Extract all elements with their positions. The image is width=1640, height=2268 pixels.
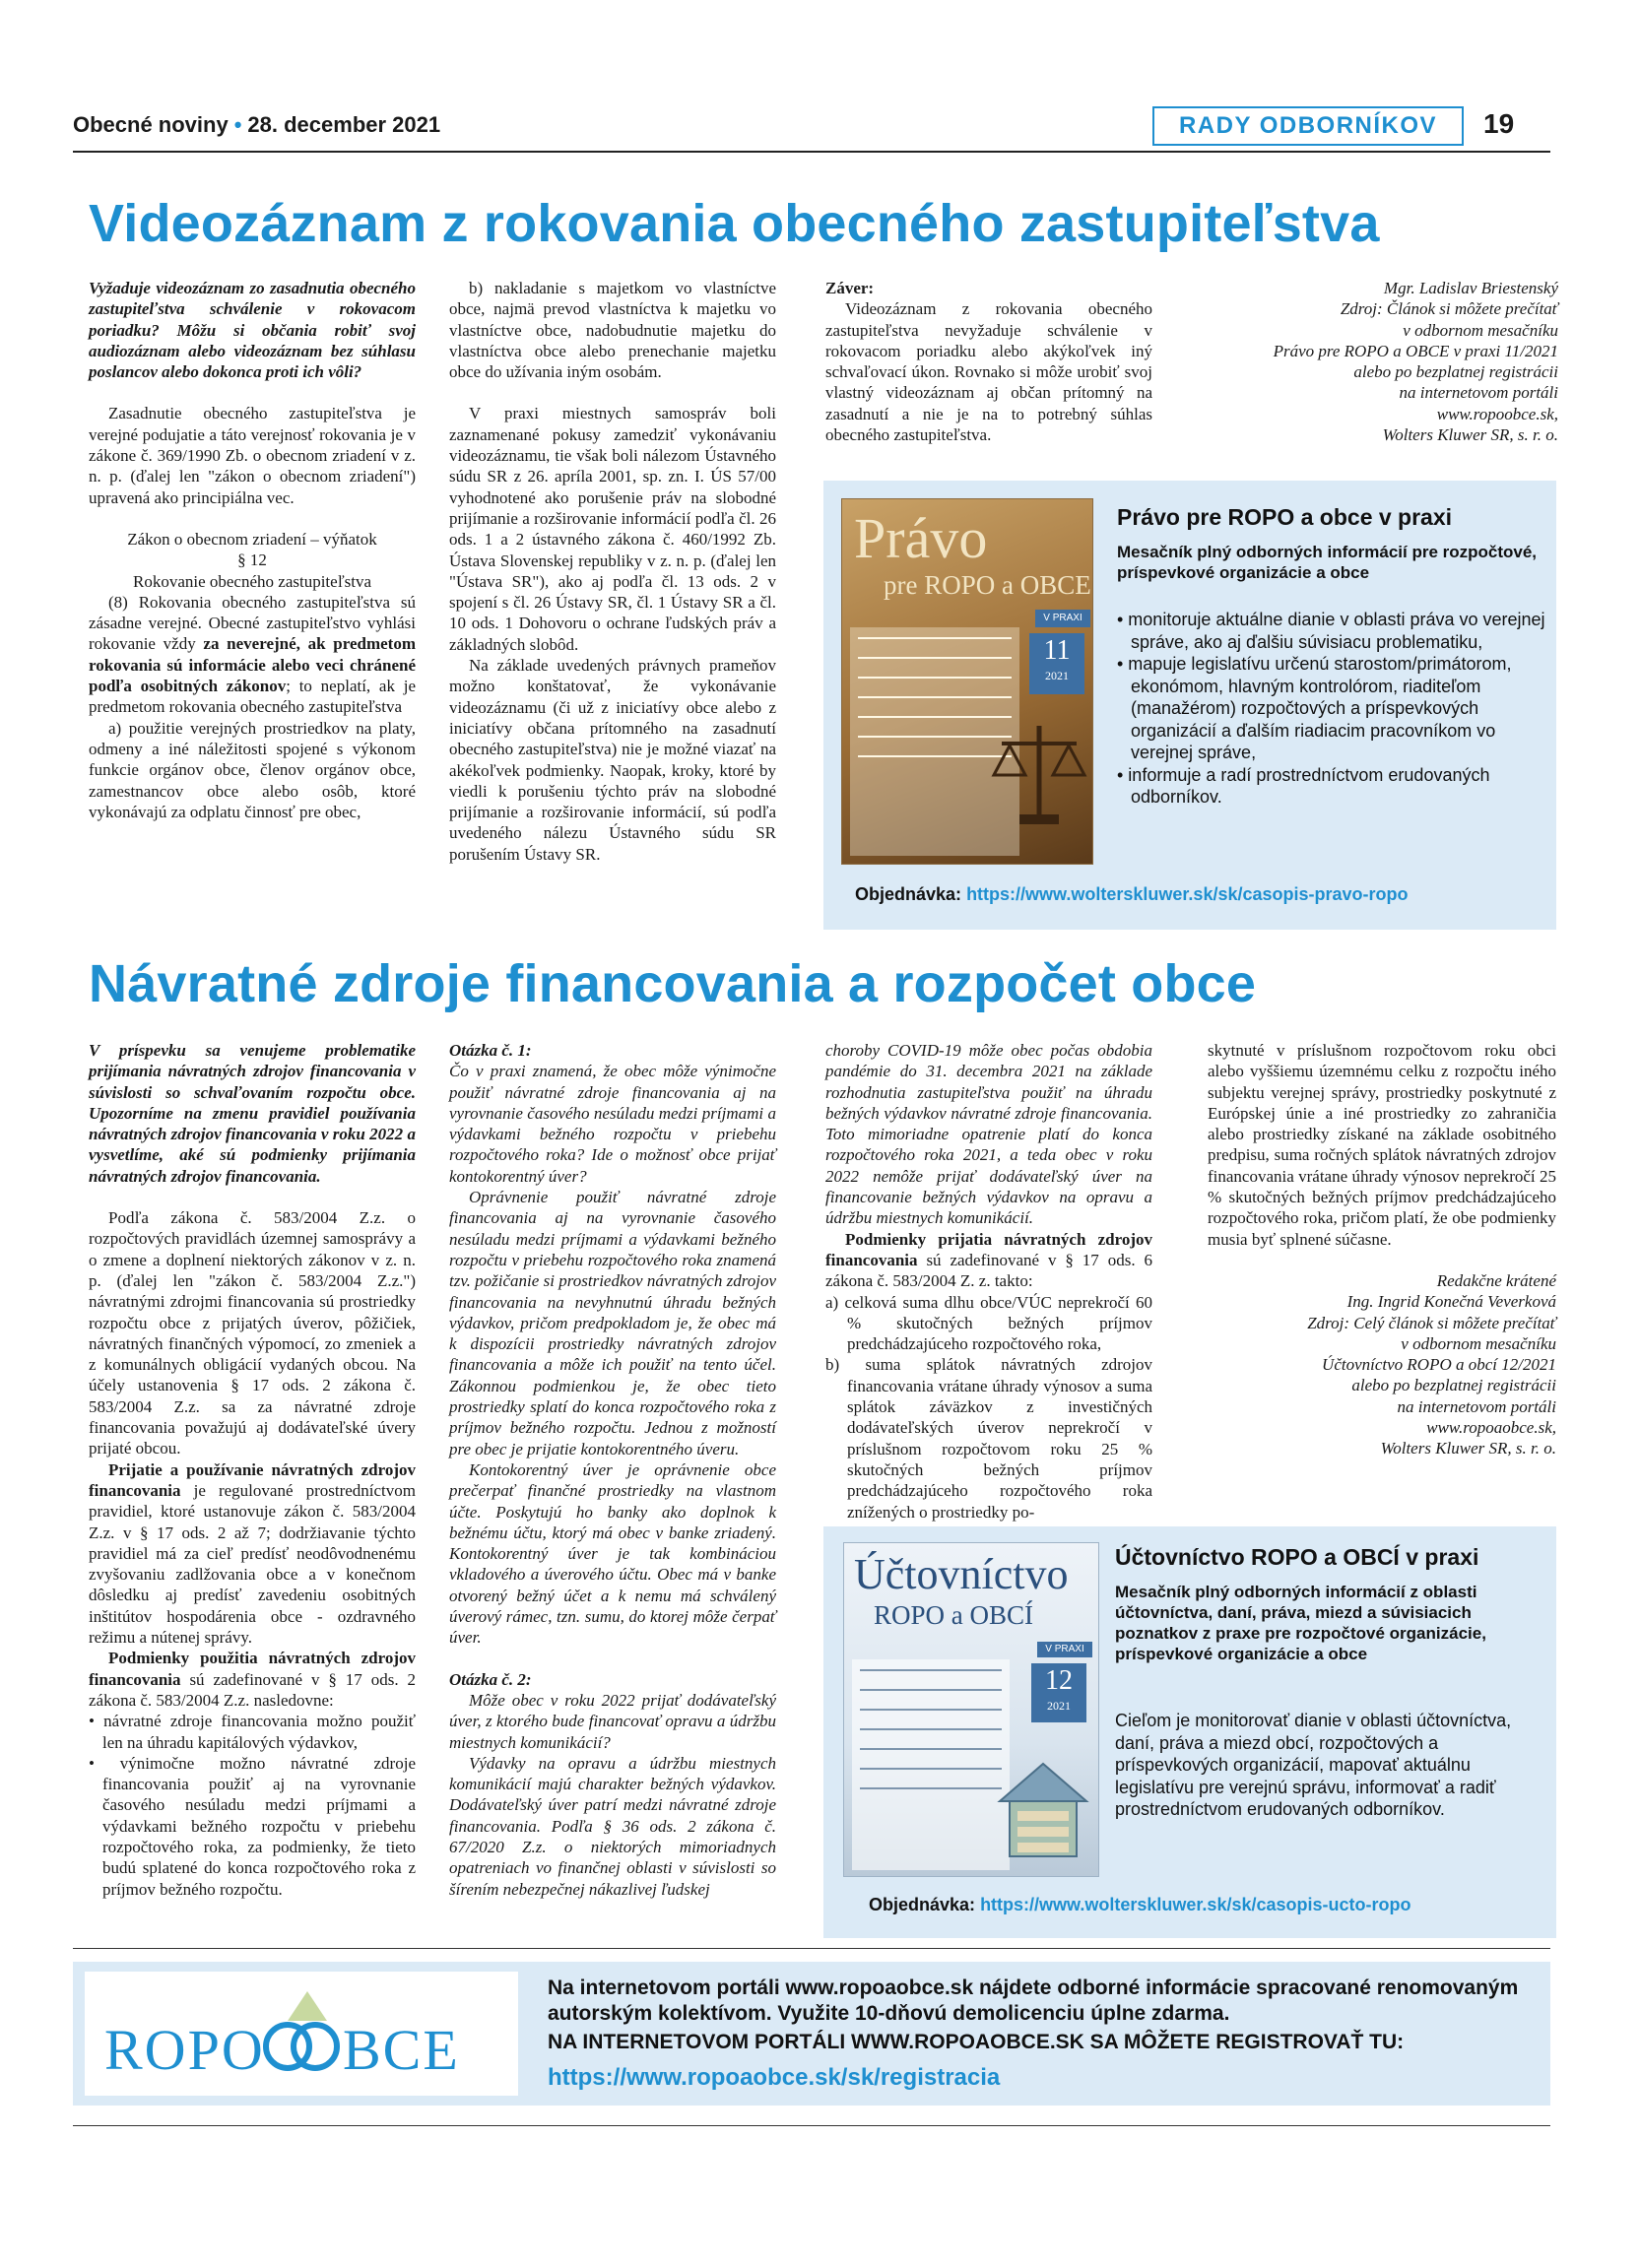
cover-year: 2021: [1045, 669, 1069, 682]
paper-name: Obecné noviny: [73, 112, 229, 137]
article2-source-line: alebo po bezplatnej registrácii: [1351, 1376, 1556, 1395]
condition-b-cont: skytnuté v príslušnom rozpočtovom roku obci alebo vyššiemu územnému celku z rozpočtu iného subjektu verejnej správy, prostriedky poskytnuté z Európskej únie a iné prostriedky zo zahraničia alebo prostriedky získané na základe osobitného predpisu, suma ročných splátok návratných zdrojov financovania vrátane úhrady výnosov neprekročí 25 % skutočných bežných príjmov predchádzajúceho rozpočtového roka, pričom platí, že obe podmienky musia byť splnené súčasne.: [1208, 1041, 1556, 1249]
ad1-subtitle: Mesačník plný odborných informácií pre rozpočtové, príspevkové organizácie a obce: [1117, 543, 1538, 582]
article1-p2: [89, 592, 416, 718]
order-label: Objednávka:: [855, 884, 962, 904]
question1: Čo v praxi znamená, že obec môže výnimočne použiť návratné zdroje financovania aj na vyrovnanie časového nesúladu medzi príjmami a výdavkami bežného rozpočtu v priebehu rozpočtového roka? Ide o možnosť obce prijať kontokorentný úver?: [449, 1062, 776, 1186]
issue-date: 28. december 2021: [247, 112, 441, 137]
article1-source-line: v odbornom mesačníku: [1403, 320, 1558, 340]
ad1-bullet: • informuje a radí prostredníctvom erudovaných odborníkov.: [1117, 764, 1490, 807]
logo-text-left: ROPO: [104, 2018, 265, 2082]
answer2: Výdavky na opravu a údržbu miestnych komunikácií majú charakter bežných výdavkov. Dodávateľský úver patrí medzi návratné zdroje financovania. Podľa § 36 ods. 2 zákona č. 67/2020 Z.z. o niektorých mimoriadnych opatreniach vo finančnej oblasti v súvislosti so šírením nebezpečnej nákazlivej ľudskej: [449, 1753, 776, 1899]
article1-title: Videozáznam z rokovania obecného zastupiteľstva: [89, 194, 1380, 253]
article2-author: Ing. Ingrid Konečná Veverková: [1346, 1292, 1556, 1312]
article2-p2: [89, 1459, 416, 1649]
article2-source-line: www.ropoaobce.sk,: [1426, 1418, 1556, 1438]
ad1-bullet: • mapuje legislatívu určenú starostom/primátorom, ekonómom, hlavným kontrolórom, riaditeľom (manažérom) rozpočtových a príspevkových organizácií a ďalším riadiacim pracovníkom vo verejnej správe,: [1117, 654, 1512, 762]
article2-p3: [89, 1648, 416, 1711]
article1-lead: Vyžaduje videozáznam zo zasadnutia obecného zastupiteľstva schválenie v rokovacom poriadku? Môžu si občania robiť svoj audiozáznam alebo videozáznam bez súhlasu poslancov alebo dokonca proti ich vôli?: [89, 279, 416, 382]
article2-source: [1208, 1270, 1556, 1459]
cover-issue-box: [1031, 1663, 1086, 1722]
article2-bullet: • návratné zdroje financovania možno použiť len na úhradu kapitálových výdavkov,: [89, 1712, 416, 1752]
article2-col3: [825, 1040, 1152, 1523]
article2-p4-text: sú zadefinované v § 17 ods. 6 zákona č. 583/2004 Z. z. takto:: [825, 1250, 1152, 1291]
magazine-cover: [843, 1542, 1099, 1877]
article2-bullet: • výnimočne možno návratné zdroje financovania použiť aj na vyrovnanie časového nesúladu medzi príjmami a výdavkami bežného rozpočtu v priebehu rozpočtového roka, za podmienky, že tieto budú splatené do konca rozpočtového roka z príjmov bežného rozpočtu.: [89, 1753, 416, 1899]
ad-uctovnictvo-ropo: [823, 1526, 1556, 1938]
article2-source-line: Zdroj: Celý článok si môžete prečítať: [1307, 1313, 1556, 1332]
ad1-bullets: [1117, 609, 1546, 809]
article1-p2-text: (8) Rokovania obecného zastupiteľstva sú zásadne verejné. Obecné zastupiteľstvo vyhlási rokovanie vždy: [89, 592, 416, 654]
ad1-title: Právo pre ROPO a obce v praxi: [1117, 504, 1453, 530]
article2-source-line: na internetovom portáli: [1397, 1396, 1556, 1416]
article2-col2: [449, 1040, 776, 1900]
money-house-icon: [992, 1750, 1094, 1864]
cover-subtitle: ROPO a OBCÍ: [874, 1600, 1034, 1630]
article1-p3: a) použitie verejných prostriedkov na platy, odmeny a iné náležitosti spojené s výkonom funkcie orgánov obce, členov orgánov obce, zamestnancov obce alebo osôb, ktoré vykonávajú za odplatu činnosť pre obec,: [89, 718, 416, 821]
section-label: RADY ODBORNÍKOV: [1152, 106, 1464, 146]
cover-issue: 12: [1045, 1665, 1073, 1696]
ad2-title: Účtovníctvo ROPO a OBCÍ v praxi: [1115, 1544, 1479, 1570]
banner-register-text: NA INTERNETOVOM PORTÁLI WWW.ROPOAOBCE.SK SA MÔŽETE REGISTROVAŤ TU:: [548, 2031, 1405, 2053]
article1-source-line: Právo pre ROPO a OBCE v praxi 11/2021: [1273, 341, 1558, 360]
question2: Môže obec v roku 2022 prijať dodávateľský úver, z ktorého bude financovať opravu a údržbu miestnych komunikácií?: [449, 1690, 776, 1752]
order-link[interactable]: https://www.wolterskluwer.sk/sk/casopis-pravo-ropo: [966, 884, 1409, 904]
article2-p3-bold: Podmienky použitia návratných zdrojov financovania: [89, 1649, 416, 1689]
answer2-cont: choroby COVID-19 môže obec počas obdobia pandémie do 31. decembra 2021 na základe rozhodnutia zastupiteľstva použiť na úhradu bežných výdavkov návratné zdroje financovania. Toto mimoriadne opatrenie platí do konca rozpočtového roka 2021, a teda obec v roku 2022 nemôže prijať dodávateľský úver na financovanie bežných výdavkov na opravu a údržbu miestnych komunikácií.: [825, 1041, 1152, 1228]
divider: [73, 2125, 1550, 2126]
article1-source-line: na internetovom portáli: [1399, 383, 1558, 403]
page-number: 19: [1483, 108, 1515, 139]
article2-source-line: v odbornom mesačníku: [1401, 1333, 1556, 1353]
article1-p5: V praxi miestnych samospráv boli zaznamenané pokusy zamedziť vykonávaniu videozáznamu, tie však boli nálezom Ústavného súdu SR z 26. apríla 2001, sp. zn. I. ÚS 57/00 vyhodnotené ako porušenie práv na slobodné prijímanie a rozširovanie informácií podľa čl. 26 ods. 1 a 2 ústavného zákona č. 460/1992 Zb. Ústava Slovenskej republiky v z. n. p. (ďalej len "Ústava SR"), ako aj podľa čl. 13 ods. 2 v spojení s čl. 26 Ústavy SR, čl. 1 Ústavy SR a čl. 10 ods. 1 Dohovoru o ochrane ľudských práv a základných slobôd.: [449, 404, 776, 654]
law-title: Zákon o obecnom zriadení – výňatok: [127, 529, 377, 549]
header-masthead: [73, 112, 440, 138]
law-name: Rokovanie obecného zastupiteľstva: [132, 571, 371, 591]
article1-col3: [825, 278, 1152, 445]
ad2-subtitle: Mesačník plný odborných informácií z oblasti účtovníctva, daní, práva, miezd a súvisiacich poznatkov z praxe pre rozpočtové organizácie, príspevkové organizácie a obce: [1115, 1583, 1486, 1663]
article1-source-line: Wolters Kluwer SR, s. r. o.: [1382, 425, 1558, 445]
cover-subtitle: pre ROPO a OBCE: [884, 570, 1091, 600]
question2-label: Otázka č. 2:: [449, 1669, 532, 1689]
conclusion-text: Videozáznam z rokovania obecného zastupiteľstva nevyžaduje schválenie v rokovacom poriadku alebo akýkoľvek iný schvaľovací úkon. Rovnako si môže urobiť svoj vlastný videozáznam aj občan prítomný na zasadnutí a nie je na to potrebný súhlas obecného zastupiteľstva.: [825, 299, 1152, 445]
ropoaobce-logo: [85, 1972, 518, 2096]
article2-lead: V príspevku sa venujeme problematike prijímania návratných zdrojov financovania v súvislosti so schvaľovaním rozpočtu obce. Upozorníme na zmenu pravidiel používania návratných zdrojov financovania v roku 2022 a vysvetlíme, aké sú podmienky prijímania návratných zdrojov financovania.: [89, 1041, 416, 1186]
article2-p4-bold: Podmienky prijatia návratných zdrojov financovania: [825, 1229, 1152, 1269]
page-header: [73, 106, 1550, 148]
article2-p2-bold: Prijatie a používanie návratných zdrojov financovania: [89, 1459, 416, 1500]
article2-p4: [825, 1229, 1152, 1292]
cover-issue-box: [1029, 633, 1084, 694]
article2-col4: [1208, 1040, 1556, 1459]
answer1a: Oprávnenie použiť návratné zdroje financovania aj na vyrovnanie časového nesúladu medzi príjmami a výdavkami bežného rozpočtu v priebehu rozpočtového roka znamená tzv. požičanie si prostriedkov návratných zdrojov financovania na nevyhnutnú úhradu bežných výdavkov, pričom predpokladom je, že obec má k dispozícii prostriedky návratných zdrojov financovania a môže ich použiť na tento účel. Zákonnou podmienkou je, že obec tieto prostriedky splatí do konca rozpočtového roka z príjmov bežného rozpočtu. Jednou z možností pre obec je prijatie kontokorentného úveru.: [449, 1188, 776, 1458]
cover-issue: 11: [1043, 635, 1071, 666]
article1-p2-bold: za neverejné, ak predmetom rokovania sú informácie alebo veci chránené podľa osobitných zákonov: [89, 634, 416, 696]
editorial-note: Redakčne krátené: [1436, 1270, 1556, 1290]
ad1-order: [855, 884, 1409, 905]
cover-badge: V PRAXI: [1037, 1642, 1092, 1657]
article2-title: Návratné zdroje financovania a rozpočet obce: [89, 954, 1257, 1013]
order-label: Objednávka:: [869, 1895, 976, 1914]
ropoaobce-banner: [73, 1962, 1550, 2106]
ad-pravo-ropo: [823, 481, 1556, 930]
condition-a: a) celková suma dlhu obce/VÚC neprekročí 60 % skutočných bežných príjmov predchádzajúceho rozpočtového roka,: [825, 1292, 1152, 1354]
cover-year: 2021: [1047, 1699, 1071, 1713]
condition-b: b) suma splátok návratných zdrojov financovania vrátane úhrady výnosov a suma splátok záväzkov z investičných dodávateľských úverov neprekročí v príslušnom rozpočtovom roku 25 % skutočných bežných príjmov predchádzajúceho rozpočtového roka znížených o prostriedky po-: [825, 1355, 1152, 1522]
divider: [73, 1948, 1550, 1949]
scales-of-justice-icon: [990, 716, 1088, 834]
banner-text: Na internetovom portáli www.ropoaobce.sk nájdete odborné informácie spracované renomovaným autorským kolektívom. Využite 10-dňovú demolicenciu úplne zdarma.: [548, 1976, 1519, 2025]
article2-source-line: Účtovníctvo ROPO a obcí 12/2021: [1322, 1355, 1556, 1375]
cover-contents: [852, 1659, 1010, 1870]
cover-badge: V PRAXI: [1035, 610, 1090, 627]
logo-text-right: BCE: [343, 2018, 460, 2082]
article1-p6: Na základe uvedených právnych prameňov možno konštatovať, že vykonávanie videozáznamu (či už z iniciatívy obce alebo z iniciatívy občana prítomného na zasadnutí obecného zastupiteľstva) nie je možné viazať na akékoľvek podmienky. Naopak, kroky, ktoré by viedli k porušeniu týchto práv na slobodné prijímanie a rozširovanie informácií, sú podľa uvedeného nálezu Ústavného súdu SR porušením Ústavy SR.: [449, 656, 776, 864]
article2-p3-text: sú zadefinované v § 17 ods. 2 zákona č. 583/2004 Z.z. nasledovne:: [89, 1669, 416, 1710]
article1-p4: b) nakladanie s majetkom vo vlastníctve obce, najmä prevod vlastníctva k majetku vo vlastníctve obce, nadobudnutie majetku do vlastníctva obce alebo prenechanie majetku obce do užívania iným osobám.: [449, 279, 776, 382]
article2-source-line: Wolters Kluwer SR, s. r. o.: [1380, 1439, 1556, 1458]
article1-source: [1182, 278, 1558, 445]
question1-label: Otázka č. 1:: [449, 1041, 532, 1060]
article1-author: Mgr. Ladislav Briestenský: [1383, 279, 1558, 297]
order-link[interactable]: https://www.wolterskluwer.sk/sk/casopis-ucto-ropo: [980, 1895, 1411, 1914]
magazine-cover: [841, 498, 1093, 865]
ad2-order: [869, 1895, 1411, 1915]
article1-source-line: alebo po bezplatnej registrácii: [1353, 362, 1558, 382]
article2-col1: [89, 1040, 416, 1900]
article2-p2-text: je regulované prostredníctvom pravidiel, ktoré ustanovuje zákon č. 583/2004 Z.z. v § 17 ods. 2 až 7; dodržiavanie týchto pravidiel má za cieľ predísť neodôvodnenému zvyšovaniu zadlžovania obce a v konečnom dôsledku aj predísť zavedeniu osobitných inštitútov hospodárenia obce - ozdravného režimu a nútenej správy.: [89, 1480, 416, 1648]
cover-title: Právo: [854, 506, 988, 570]
cover-title: Účtovníctvo: [854, 1550, 1069, 1598]
header-separator: •: [233, 112, 242, 137]
article1-source-line: www.ropoobce.sk,: [1436, 404, 1558, 423]
header-rule: [73, 151, 1550, 153]
article2-p1: Podľa zákona č. 583/2004 Z.z. o rozpočtových pravidlách územnej samosprávy a o zmene a doplnení niektorých zákonov v z. n. p. (ďalej len "zákon č. 583/2004 Z.z.") návratnými zdrojmi financovania sú prostriedky rozpočtu obce z prijatých úverov, pôžičiek, návratných finančných výpomocí, zo zmeniek a z komunálnych obligácií vydaných obcou. Na účely ustanovenia § 17 ods. 2 zákona č. 583/2004 Z.z. sa za návratné zdroje financovania považujú aj dodávateľské úvery prijaté obcou.: [89, 1208, 416, 1458]
article1-source-line: Zdroj: Článok si môžete prečítať: [1340, 299, 1558, 319]
answer1b: Kontokorentný úver je oprávnenie obce prečerpať finančné prostriedky na vlastnom účte. Poskytujú ho banky ako doplnok k bežnému účtu, ktorý má obec v banke zriadený. Kontokorentný úver je tak kombináciou vkladového a úverového účtu. Obec má v banke otvorený bežný účet a k nemu má schválený úverový rámec, tzn. sumu, do ktorej môže čerpať úver.: [449, 1459, 776, 1648]
ad1-bullet: • monitoruje aktuálne dianie v oblasti práva vo verejnej správe, ako aj ďalšiu súvisiacu problematiku,: [1117, 610, 1545, 652]
article1-col2: [449, 278, 776, 865]
law-paragraph: § 12: [237, 551, 267, 570]
article1-col1: [89, 278, 416, 822]
ad2-body: Cieľom je monitorovať dianie v oblasti účtovníctva, daní, práva a miezd obcí, rozpočtových a príspevkových organizácií, mapovať aktuálnu legislatívu pre verejnú správu, informovať a radiť prostredníctvom erudovaných odborníkov.: [1115, 1711, 1512, 1819]
article1-p1: Zasadnutie obecného zastupiteľstva je verejné podujatie a táto verejnosť rokovania je v zákone č. 369/1990 Zb. o obecnom zriadení v z. n. p. (ďalej len "zákon o obecnom zriadení") upravená ako principiálna vec.: [89, 404, 416, 507]
article1-p2-tail: ; to neplatí, ak je predmetom rokovania obecného zastupiteľstva: [89, 677, 416, 717]
conclusion-label: Záver:: [825, 279, 875, 297]
banner-register-link[interactable]: https://www.ropoaobce.sk/sk/registracia: [548, 2064, 1001, 2091]
